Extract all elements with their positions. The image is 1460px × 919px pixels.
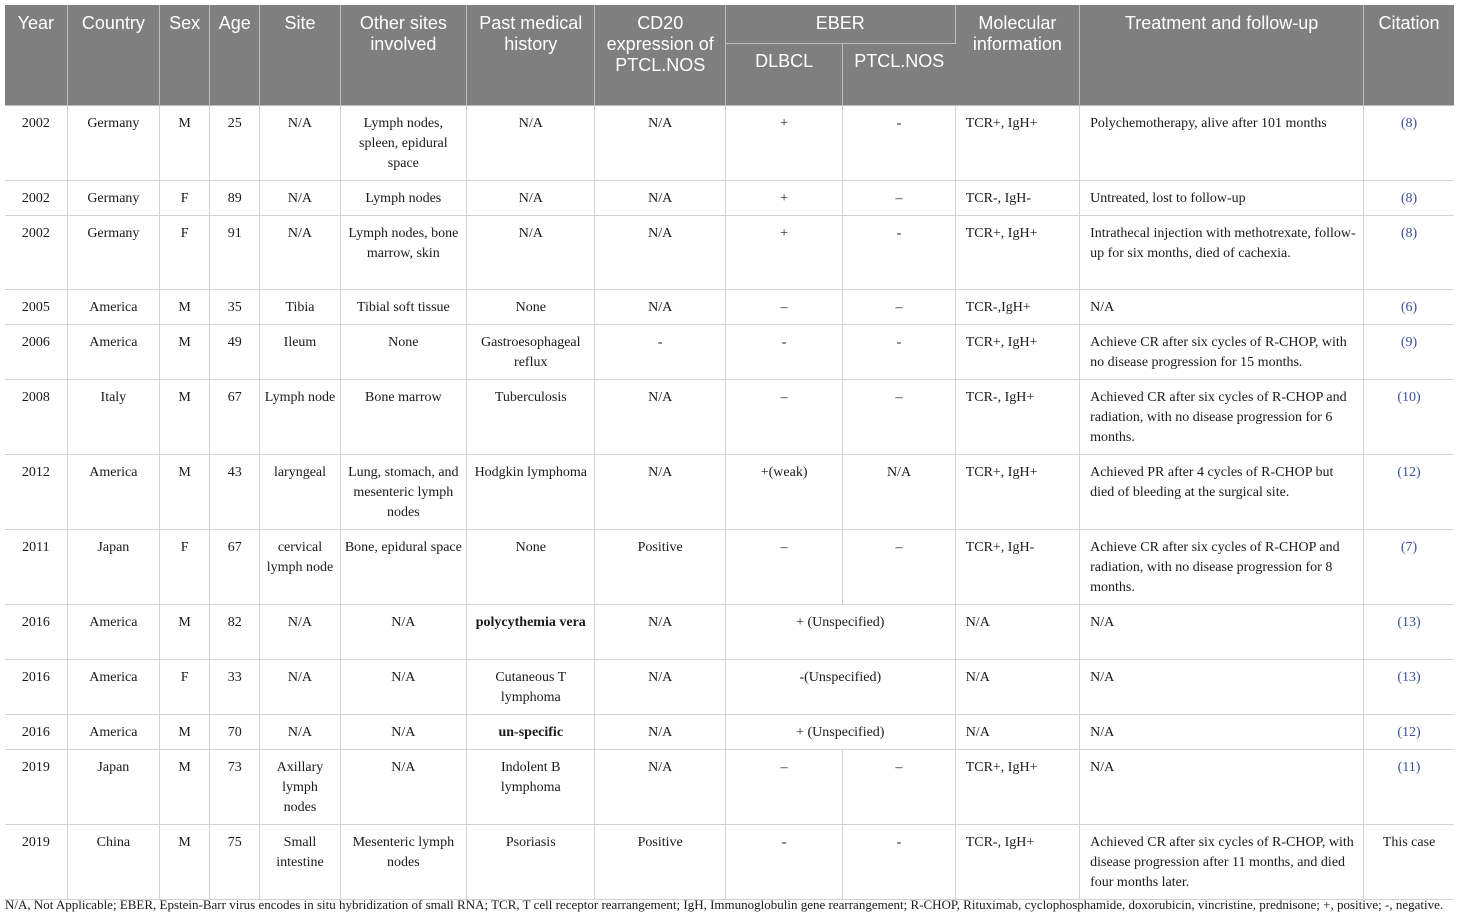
cell-other-sites: N/A bbox=[340, 714, 466, 749]
cell-year: 2011 bbox=[5, 529, 67, 604]
cell-molecular: N/A bbox=[955, 604, 1079, 659]
cell-other-sites: Lymph nodes bbox=[340, 180, 466, 215]
table-row bbox=[5, 714, 1454, 749]
cell-other-sites: N/A bbox=[340, 604, 466, 659]
cell-sex: M bbox=[160, 454, 210, 529]
table-body bbox=[5, 105, 1454, 899]
cell-sex: M bbox=[160, 379, 210, 454]
cell-sex: F bbox=[160, 659, 210, 714]
cell-cd20: Positive bbox=[595, 824, 725, 899]
header-citation: Citation bbox=[1364, 5, 1454, 105]
table-header bbox=[5, 5, 1454, 105]
cell-treatment: N/A bbox=[1080, 604, 1364, 659]
cell-past-history: Cutaneous T lymphoma bbox=[467, 659, 595, 714]
cell-site: N/A bbox=[260, 105, 340, 180]
cell-age: 91 bbox=[210, 215, 260, 289]
table-row bbox=[5, 180, 1454, 215]
header-country: Country bbox=[67, 5, 159, 105]
cell-eber-dlbcl: +(weak) bbox=[725, 454, 842, 529]
cell-country: America bbox=[67, 604, 159, 659]
header-other-sites: Other sites involved bbox=[340, 5, 466, 105]
cell-site: laryngeal bbox=[260, 454, 340, 529]
cell-site: cervical lymph node bbox=[260, 529, 340, 604]
cell-year: 2002 bbox=[5, 180, 67, 215]
cell-past-history: Indolent B lymphoma bbox=[467, 749, 595, 824]
cell-age: 43 bbox=[210, 454, 260, 529]
cell-molecular: TCR-, IgH+ bbox=[955, 379, 1079, 454]
cell-cd20: N/A bbox=[595, 714, 725, 749]
cell-molecular: TCR+, IgH+ bbox=[955, 105, 1079, 180]
cell-molecular: N/A bbox=[955, 714, 1079, 749]
cell-site: Small intestine bbox=[260, 824, 340, 899]
cell-cd20: Positive bbox=[595, 529, 725, 604]
cell-cd20: N/A bbox=[595, 105, 725, 180]
cell-eber-ptcl: - bbox=[843, 105, 955, 180]
cell-country: Italy bbox=[67, 379, 159, 454]
cell-eber-ptcl: - bbox=[843, 324, 955, 379]
cell-past-history: Psoriasis bbox=[467, 824, 595, 899]
cell-sex: M bbox=[160, 604, 210, 659]
cell-cd20: N/A bbox=[595, 289, 725, 324]
header-treatment: Treatment and follow-up bbox=[1080, 5, 1364, 105]
cell-sex: M bbox=[160, 714, 210, 749]
cell-treatment: Polychemotherapy, alive after 101 months bbox=[1080, 105, 1364, 180]
cell-molecular: TCR+, IgH+ bbox=[955, 324, 1079, 379]
cell-eber-merged: + (Unspecified) bbox=[725, 604, 955, 659]
cell-treatment: Intrathecal injection with methotrexate, follow-up for six months, died of cachexia. bbox=[1080, 215, 1364, 289]
cell-citation: (8) bbox=[1364, 215, 1454, 289]
cell-citation: (12) bbox=[1364, 454, 1454, 529]
cell-eber-ptcl: – bbox=[843, 749, 955, 824]
cell-other-sites: N/A bbox=[340, 749, 466, 824]
cell-site: Axillary lymph nodes bbox=[260, 749, 340, 824]
cell-molecular: TCR+, IgH+ bbox=[955, 749, 1079, 824]
cell-year: 2005 bbox=[5, 289, 67, 324]
cell-country: Japan bbox=[67, 749, 159, 824]
table-row bbox=[5, 454, 1454, 529]
cell-year: 2012 bbox=[5, 454, 67, 529]
cell-past-history: N/A bbox=[467, 215, 595, 289]
header-cd20: CD20 expression of PTCL.NOS bbox=[595, 5, 725, 105]
cell-other-sites: N/A bbox=[340, 659, 466, 714]
cell-year: 2006 bbox=[5, 324, 67, 379]
cell-sex: M bbox=[160, 324, 210, 379]
cell-sex: M bbox=[160, 749, 210, 824]
cell-eber-dlbcl: - bbox=[725, 824, 842, 899]
table-row bbox=[5, 529, 1454, 604]
table-row bbox=[5, 289, 1454, 324]
cell-treatment: N/A bbox=[1080, 749, 1364, 824]
cell-past-history: None bbox=[467, 289, 595, 324]
cell-site: N/A bbox=[260, 215, 340, 289]
cell-eber-dlbcl: - bbox=[725, 324, 842, 379]
cell-past-history: Gastroesophageal reflux bbox=[467, 324, 595, 379]
cell-molecular: TCR-,IgH+ bbox=[955, 289, 1079, 324]
cell-cd20: N/A bbox=[595, 215, 725, 289]
cell-past-history: N/A bbox=[467, 180, 595, 215]
cell-citation: (12) bbox=[1364, 714, 1454, 749]
cell-age: 73 bbox=[210, 749, 260, 824]
table-row bbox=[5, 379, 1454, 454]
cell-site: N/A bbox=[260, 714, 340, 749]
cell-cd20: N/A bbox=[595, 454, 725, 529]
cell-eber-dlbcl: – bbox=[725, 379, 842, 454]
cell-cd20: N/A bbox=[595, 379, 725, 454]
cell-age: 89 bbox=[210, 180, 260, 215]
cell-treatment: N/A bbox=[1080, 659, 1364, 714]
table-row bbox=[5, 215, 1454, 289]
cell-eber-ptcl: – bbox=[843, 180, 955, 215]
cell-treatment: N/A bbox=[1080, 289, 1364, 324]
cell-year: 2019 bbox=[5, 749, 67, 824]
cell-other-sites: Bone, epidural space bbox=[340, 529, 466, 604]
table-footnote: N/A, Not Applicable; EBER, Epstein-Barr virus encodes in situ hybridization of small RNA; TCR, T cell receptor rearrangement; IgH, Immunoglobulin gene rearrangement; R-CHOP, Rituximab, cyclophosphamide, doxorubicin, vincristine, prednisone; +, positive; -, negative. bbox=[5, 897, 1444, 912]
table-row bbox=[5, 749, 1454, 824]
cell-past-history: polycythemia vera bbox=[467, 604, 595, 659]
cell-past-history: N/A bbox=[467, 105, 595, 180]
cell-eber-dlbcl: + bbox=[725, 105, 842, 180]
cell-citation: (10) bbox=[1364, 379, 1454, 454]
cell-country: America bbox=[67, 289, 159, 324]
cell-year: 2008 bbox=[5, 379, 67, 454]
cell-age: 67 bbox=[210, 379, 260, 454]
header-year: Year bbox=[5, 5, 67, 105]
cell-treatment: Achieved PR after 4 cycles of R-CHOP but died of bleeding at the surgical site. bbox=[1080, 454, 1364, 529]
cell-year: 2019 bbox=[5, 824, 67, 899]
header-eber-ptcl: PTCL.NOS bbox=[843, 43, 955, 105]
cell-cd20: - bbox=[595, 324, 725, 379]
cell-sex: F bbox=[160, 180, 210, 215]
cell-eber-ptcl: – bbox=[843, 379, 955, 454]
cell-eber-ptcl: – bbox=[843, 529, 955, 604]
cell-other-sites: Lung, stomach, and mesenteric lymph nodes bbox=[340, 454, 466, 529]
cell-other-sites: Bone marrow bbox=[340, 379, 466, 454]
cell-eber-dlbcl: – bbox=[725, 529, 842, 604]
cell-age: 35 bbox=[210, 289, 260, 324]
cell-other-sites: Lymph nodes, spleen, epidural space bbox=[340, 105, 466, 180]
cell-cd20: N/A bbox=[595, 604, 725, 659]
cell-citation: (13) bbox=[1364, 659, 1454, 714]
cell-year: 2016 bbox=[5, 659, 67, 714]
cell-molecular: TCR+, IgH- bbox=[955, 529, 1079, 604]
cell-cd20: N/A bbox=[595, 749, 725, 824]
header-age: Age bbox=[210, 5, 260, 105]
cell-year: 2002 bbox=[5, 215, 67, 289]
table-row bbox=[5, 324, 1454, 379]
cell-site: Lymph node bbox=[260, 379, 340, 454]
cell-country: America bbox=[67, 714, 159, 749]
cell-year: 2016 bbox=[5, 714, 67, 749]
cell-country: China bbox=[67, 824, 159, 899]
cell-treatment: N/A bbox=[1080, 714, 1364, 749]
cell-citation: (7) bbox=[1364, 529, 1454, 604]
cell-treatment: Achieve CR after six cycles of R-CHOP and radiation, with no disease progression for 8 months. bbox=[1080, 529, 1364, 604]
cell-cd20: N/A bbox=[595, 659, 725, 714]
table-row bbox=[5, 105, 1454, 180]
header-eber: EBER bbox=[725, 5, 955, 43]
cell-age: 33 bbox=[210, 659, 260, 714]
cell-past-history: un-specific bbox=[467, 714, 595, 749]
header-past-history: Past medical history bbox=[467, 5, 595, 105]
cell-site: Ileum bbox=[260, 324, 340, 379]
cell-eber-dlbcl: + bbox=[725, 180, 842, 215]
cell-treatment: Achieve CR after six cycles of R-CHOP, with no disease progression for 15 months. bbox=[1080, 324, 1364, 379]
cell-year: 2002 bbox=[5, 105, 67, 180]
cell-other-sites: Mesenteric lymph nodes bbox=[340, 824, 466, 899]
cell-eber-ptcl: – bbox=[843, 289, 955, 324]
cell-citation: (6) bbox=[1364, 289, 1454, 324]
cell-eber-merged: -(Unspecified) bbox=[725, 659, 955, 714]
cell-citation: (11) bbox=[1364, 749, 1454, 824]
table-row bbox=[5, 659, 1454, 714]
cell-age: 70 bbox=[210, 714, 260, 749]
cell-country: America bbox=[67, 659, 159, 714]
cell-molecular: TCR+, IgH+ bbox=[955, 215, 1079, 289]
cell-sex: F bbox=[160, 529, 210, 604]
cell-molecular: TCR-, IgH+ bbox=[955, 824, 1079, 899]
cell-treatment: Untreated, lost to follow-up bbox=[1080, 180, 1364, 215]
cell-citation: This case bbox=[1364, 824, 1454, 899]
cell-age: 67 bbox=[210, 529, 260, 604]
cell-eber-dlbcl: + bbox=[725, 215, 842, 289]
cell-citation: (13) bbox=[1364, 604, 1454, 659]
header-eber-dlbcl: DLBCL bbox=[725, 43, 842, 105]
cell-eber-ptcl: N/A bbox=[843, 454, 955, 529]
cell-past-history: Hodgkin lymphoma bbox=[467, 454, 595, 529]
cell-eber-ptcl: - bbox=[843, 215, 955, 289]
cell-citation: (8) bbox=[1364, 180, 1454, 215]
cell-eber-dlbcl: – bbox=[725, 289, 842, 324]
cell-molecular: N/A bbox=[955, 659, 1079, 714]
cell-past-history: Tuberculosis bbox=[467, 379, 595, 454]
cell-site: Tibia bbox=[260, 289, 340, 324]
cell-site: N/A bbox=[260, 180, 340, 215]
cell-age: 75 bbox=[210, 824, 260, 899]
cell-sex: M bbox=[160, 824, 210, 899]
cell-treatment: Achieved CR after six cycles of R-CHOP and radiation, with no disease progression for 6 months. bbox=[1080, 379, 1364, 454]
cell-sex: F bbox=[160, 215, 210, 289]
cell-age: 25 bbox=[210, 105, 260, 180]
header-site: Site bbox=[260, 5, 340, 105]
cell-site: N/A bbox=[260, 604, 340, 659]
cell-molecular: TCR-, IgH- bbox=[955, 180, 1079, 215]
cell-eber-merged: + (Unspecified) bbox=[725, 714, 955, 749]
cell-eber-ptcl: - bbox=[843, 824, 955, 899]
cell-molecular: TCR+, IgH+ bbox=[955, 454, 1079, 529]
cell-age: 49 bbox=[210, 324, 260, 379]
header-molecular: Molecular information bbox=[955, 5, 1079, 105]
table-row bbox=[5, 604, 1454, 659]
cell-past-history: None bbox=[467, 529, 595, 604]
cell-country: Germany bbox=[67, 105, 159, 180]
cell-country: Germany bbox=[67, 215, 159, 289]
cell-country: America bbox=[67, 454, 159, 529]
cell-other-sites: None bbox=[340, 324, 466, 379]
cell-country: Japan bbox=[67, 529, 159, 604]
cell-country: America bbox=[67, 324, 159, 379]
cell-age: 82 bbox=[210, 604, 260, 659]
cell-citation: (8) bbox=[1364, 105, 1454, 180]
cell-citation: (9) bbox=[1364, 324, 1454, 379]
cell-country: Germany bbox=[67, 180, 159, 215]
cell-other-sites: Tibial soft tissue bbox=[340, 289, 466, 324]
cell-year: 2016 bbox=[5, 604, 67, 659]
table-row bbox=[5, 824, 1454, 899]
cell-sex: M bbox=[160, 105, 210, 180]
cell-treatment: Achieved CR after six cycles of R-CHOP, with disease progression after 11 months, and died four months later. bbox=[1080, 824, 1364, 899]
cell-eber-dlbcl: – bbox=[725, 749, 842, 824]
cell-sex: M bbox=[160, 289, 210, 324]
case-table bbox=[5, 5, 1454, 900]
cell-site: N/A bbox=[260, 659, 340, 714]
cell-other-sites: Lymph nodes, bone marrow, skin bbox=[340, 215, 466, 289]
header-sex: Sex bbox=[160, 5, 210, 105]
cell-cd20: N/A bbox=[595, 180, 725, 215]
